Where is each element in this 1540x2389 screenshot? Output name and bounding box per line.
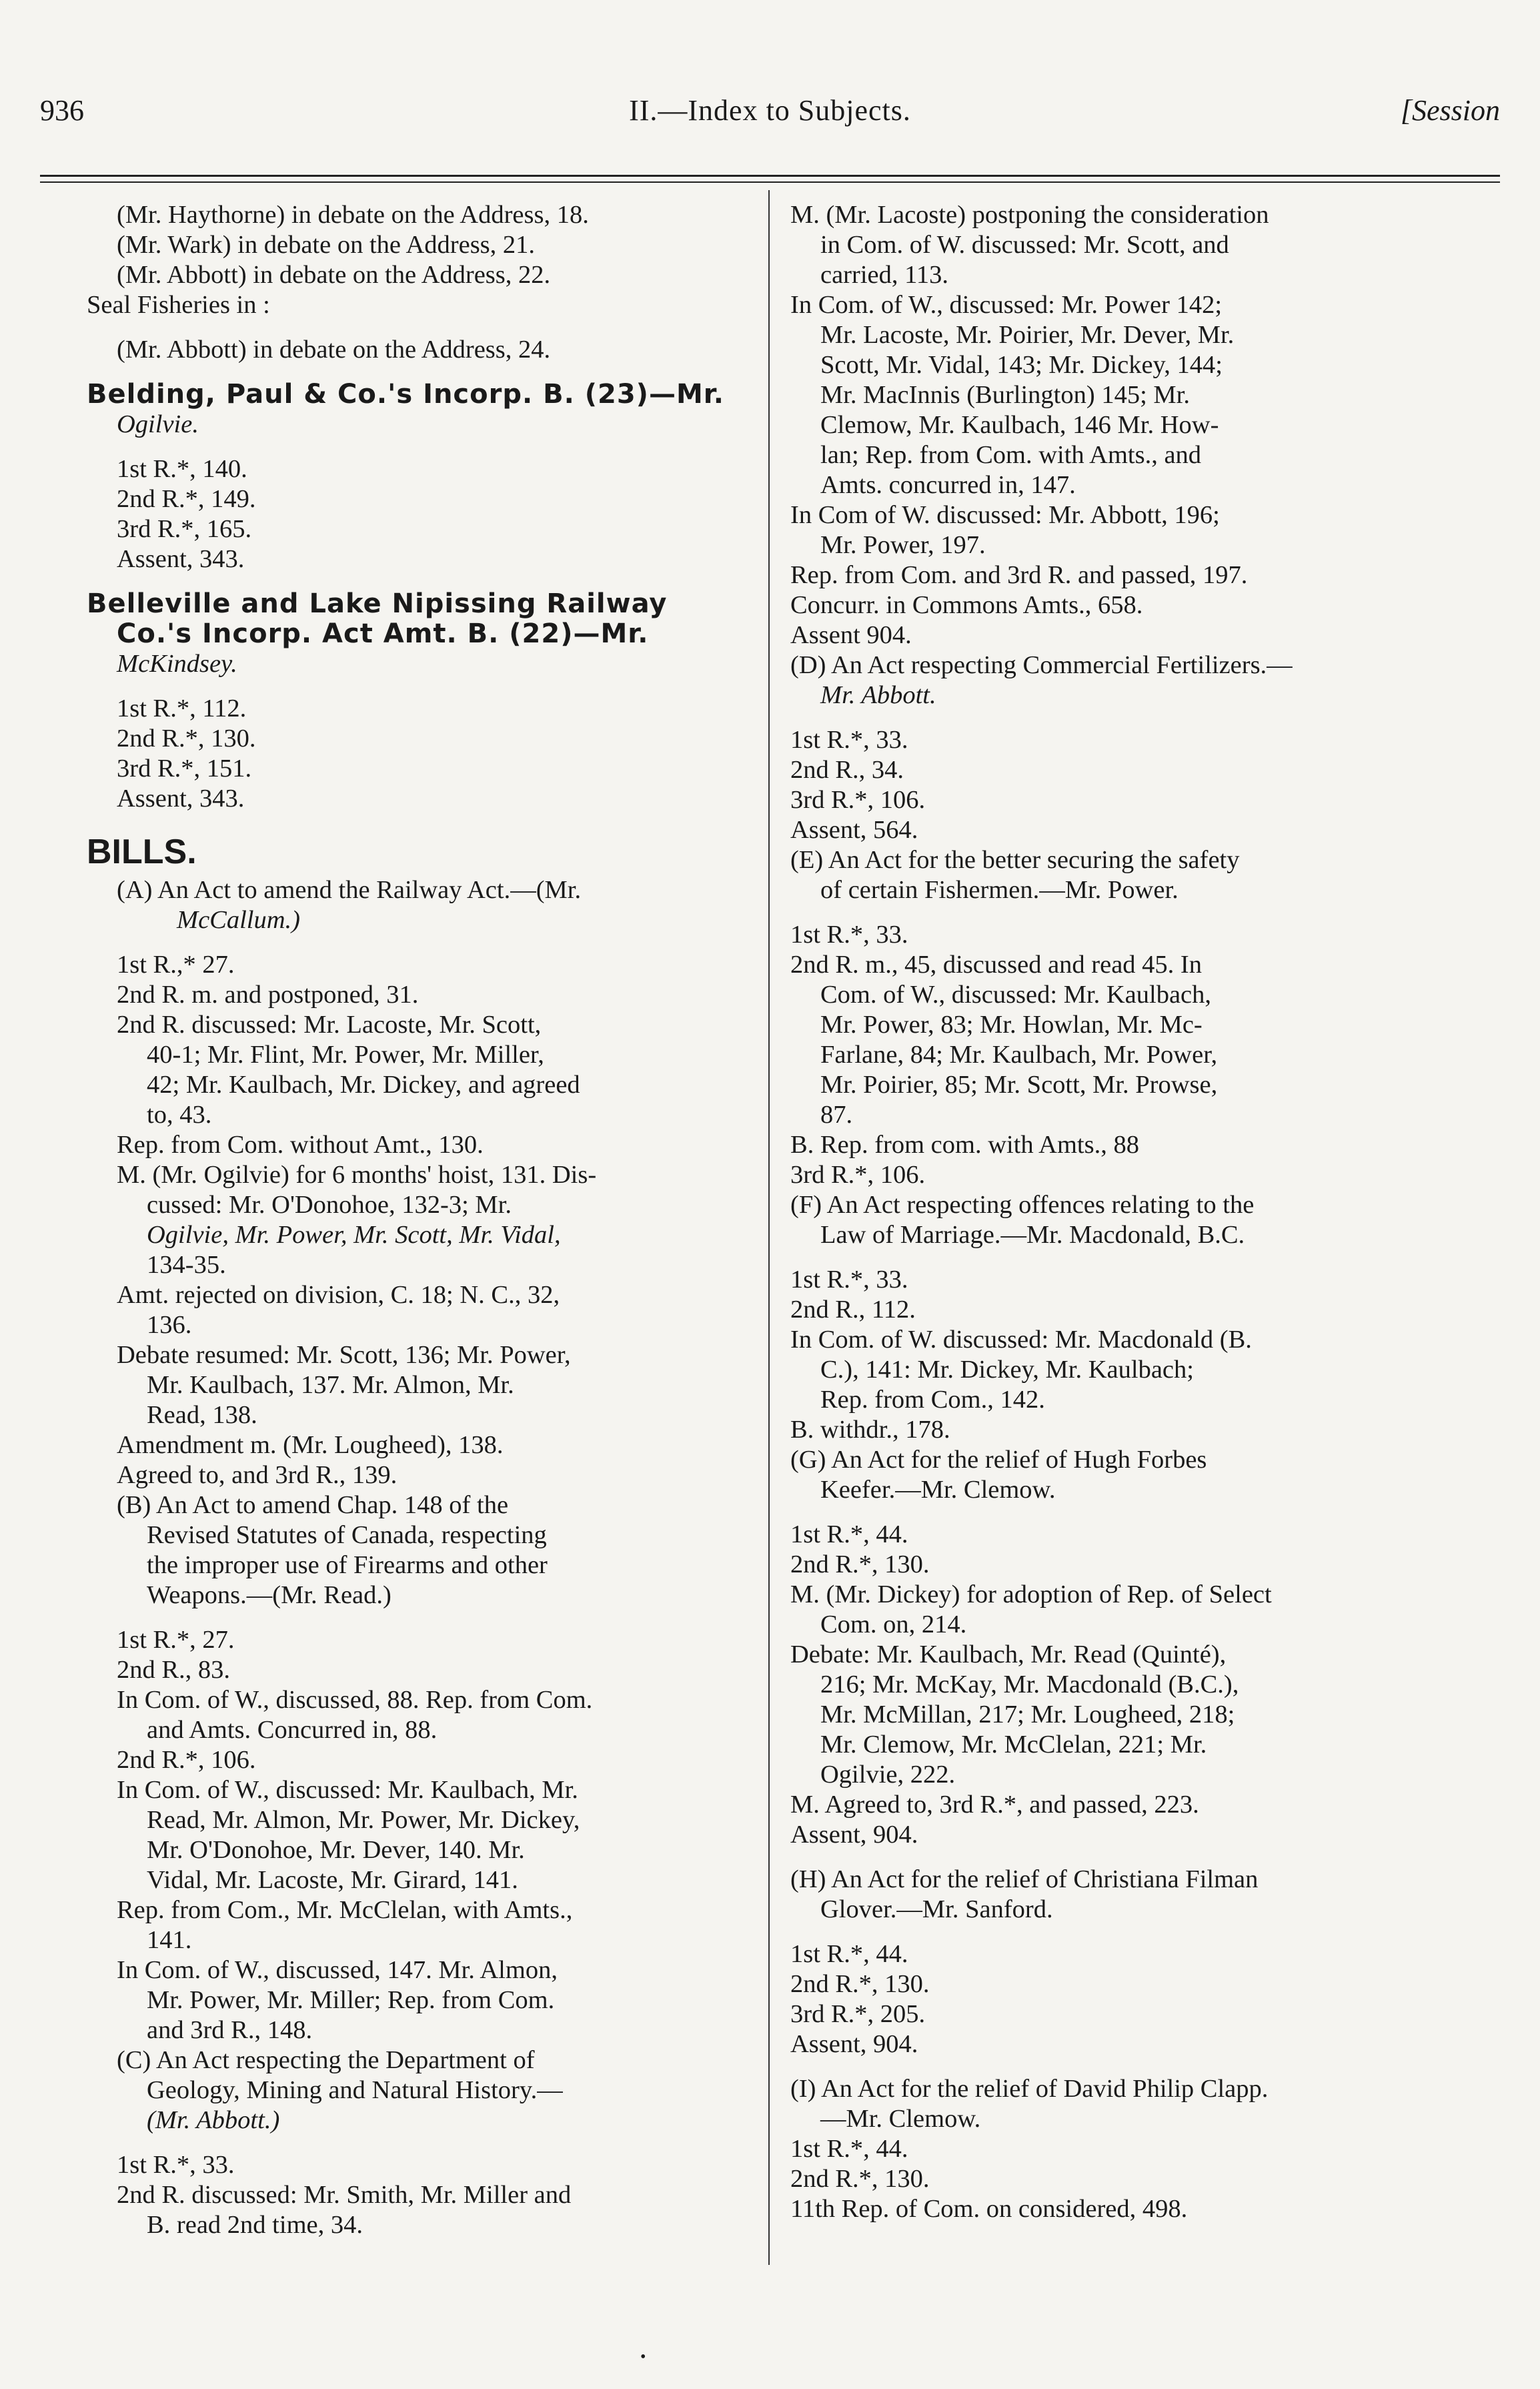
spacer (87, 935, 774, 950)
index-line: 2nd R., 83. (117, 1656, 231, 1684)
index-line: 2nd R.*, 130. (790, 2165, 930, 2193)
index-line: 40-1; Mr. Flint, Mr. Power, Mr. Miller, (147, 1041, 544, 1069)
index-line: 2nd R.*, 130. (790, 1970, 930, 1998)
index-line: (Mr. Abbott) in debate on the Address, 24. (117, 336, 551, 364)
index-line: Glover.—Mr. Sanford. (820, 1895, 1053, 1923)
index-line: Amts. concurred in, 147. (820, 471, 1076, 499)
index-line: 2nd R., 34. (790, 756, 904, 784)
index-line: Debate resumed: Mr. Scott, 136; Mr. Power, (117, 1341, 571, 1369)
index-line: M. Agreed to, 3rd R.*, and passed, 223. (790, 1791, 1199, 1819)
index-line: (Mr. Wark) in debate on the Address, 21. (117, 231, 536, 259)
index-line: 2nd R.*, 106. (117, 1746, 256, 1774)
index-line: 1st R.*, 27. (117, 1626, 235, 1654)
spacer (87, 2135, 774, 2150)
index-line: (D) An Act respecting Commercial Fertilizers.— (790, 651, 1293, 679)
index-line: In Com. of W., discussed, 147. Mr. Almon, (117, 1956, 558, 1984)
index-line: Rep. from Com., Mr. McClelan, with Amts., (117, 1896, 573, 1924)
index-line: 1st R.*, 33. (117, 2151, 235, 2179)
spacer (87, 365, 774, 380)
spacer (790, 1925, 1457, 1939)
index-line: 136. (147, 1311, 192, 1339)
index-line: C.), 141: Mr. Dickey, Mr. Kaulbach; (820, 1356, 1194, 1384)
index-line: 11th Rep. of Com. on considered, 498. (790, 2195, 1188, 2223)
spacer (790, 1850, 1457, 1865)
entry-title: Belding, Paul & Co.'s Incorp. B. (23)—Mr. (87, 379, 724, 410)
index-line: to, 43. (147, 1101, 212, 1129)
spacer (790, 1505, 1457, 1520)
footer-mark: • (640, 2348, 646, 2366)
index-line: —Mr. Clemow. (820, 2105, 981, 2133)
index-line: 2nd R. m., 45, discussed and read 45. In (790, 951, 1202, 979)
index-line: 2nd R., 112. (790, 1296, 916, 1324)
index-line: Agreed to, and 3rd R., 139. (117, 1461, 398, 1489)
index-line: In Com. of W., discussed, 88. Rep. from Com. (117, 1686, 593, 1714)
index-line: 1st R.,* 27. (117, 951, 235, 979)
index-line: 1st R.*, 33. (790, 1266, 908, 1294)
spacer (87, 814, 774, 829)
left-column (87, 200, 774, 2240)
index-line: McKindsey. (117, 650, 237, 678)
page-number: 936 (40, 94, 84, 127)
index-line: Ogilvie, 222. (820, 1761, 956, 1789)
index-line: (G) An Act for the relief of Hugh Forbes (790, 1446, 1207, 1474)
index-line: Mr. Kaulbach, 137. Mr. Almon, Mr. (147, 1371, 514, 1399)
index-line: 1st R.*, 33. (790, 726, 908, 754)
spacer (87, 320, 774, 335)
spacer (87, 679, 774, 694)
index-line: and Amts. Concurred in, 88. (147, 1716, 438, 1744)
index-line: 1st R.*, 112. (117, 694, 247, 723)
index-line: Geology, Mining and Natural History.— (147, 2076, 563, 2104)
index-line: Read, 138. (147, 1401, 257, 1429)
index-line: Law of Marriage.—Mr. Macdonald, B.C. (820, 1221, 1245, 1249)
index-line: Farlane, 84; Mr. Kaulbach, Mr. Power, (820, 1041, 1218, 1069)
index-line: 1st R.*, 44. (790, 2135, 908, 2163)
index-line: In Com of W. discussed: Mr. Abbott, 196; (790, 501, 1220, 529)
running-title: II.—Index to Subjects. (629, 94, 911, 127)
index-line: 1st R.*, 44. (790, 1940, 908, 1968)
index-line: B. withdr., 178. (790, 1416, 950, 1444)
index-line: Amt. rejected on division, C. 18; N. C., 32, (117, 1281, 560, 1309)
index-line: Assent, 904. (790, 2030, 918, 2058)
index-line: M. (Mr. Lacoste) postponing the consideration (790, 201, 1269, 229)
index-line: 3rd R.*, 106. (790, 1161, 926, 1189)
index-line: Mr. Power, Mr. Miller; Rep. from Com. (147, 1986, 555, 2014)
index-line: (C) An Act respecting the Department of (117, 2046, 535, 2074)
index-line: (B) An Act to amend Chap. 148 of the (117, 1491, 509, 1519)
index-line: 3rd R.*, 151. (117, 755, 252, 783)
index-line: Seal Fisheries in : (87, 291, 270, 319)
index-line: B. read 2nd time, 34. (147, 2211, 363, 2239)
index-line: Debate: Mr. Kaulbach, Mr. Read (Quinté), (790, 1640, 1227, 1668)
index-line: in Com. of W. discussed: Mr. Scott, and (820, 231, 1229, 259)
entry-title: Belleville and Lake Nipissing Railway (87, 588, 668, 619)
index-line: 3rd R.*, 165. (117, 515, 252, 543)
index-line: 3rd R.*, 106. (790, 786, 926, 814)
index-line: Assent, 343. (117, 785, 245, 813)
index-line: 134-35. (147, 1251, 226, 1279)
index-line: Ogilvie, Mr. Power, Mr. Scott, Mr. Vidal, (147, 1221, 561, 1249)
index-line: Keefer.—Mr. Clemow. (820, 1476, 1056, 1504)
index-line: 1st R.*, 33. (790, 921, 908, 949)
index-line: 2nd R.*, 130. (117, 725, 256, 753)
index-line: lan; Rep. from Com. with Amts., and (820, 441, 1202, 469)
index-line: Assent, 343. (117, 545, 245, 573)
index-line: carried, 113. (820, 261, 949, 289)
index-line: M. (Mr. Ogilvie) for 6 months' hoist, 131. Dis- (117, 1161, 597, 1189)
section-heading: BILLS. (87, 833, 197, 871)
index-line: 2nd R.*, 130. (790, 1550, 930, 1578)
index-line: McCallum.) (177, 906, 300, 934)
index-line: (Mr. Abbott.) (147, 2106, 280, 2134)
index-line: Rep. from Com. and 3rd R. and passed, 197. (790, 561, 1248, 589)
index-line: In Com. of W. discussed: Mr. Macdonald (B. (790, 1326, 1252, 1354)
spacer (790, 905, 1457, 920)
spacer (87, 1610, 774, 1625)
index-line: 2nd R. m. and postponed, 31. (117, 981, 419, 1009)
index-line: (H) An Act for the relief of Christiana Filman (790, 1865, 1259, 1893)
index-line: Assent 904. (790, 621, 912, 649)
index-line: 1st R.*, 140. (117, 455, 247, 483)
page-header (40, 93, 1500, 147)
index-line: 87. (820, 1101, 853, 1129)
index-line: Mr. Power, 83; Mr. Howlan, Mr. Mc- (820, 1011, 1203, 1039)
spacer (87, 440, 774, 454)
index-line: Com. on, 214. (820, 1610, 967, 1638)
index-line: (F) An Act respecting offences relating to the (790, 1191, 1255, 1219)
index-line: Read, Mr. Almon, Mr. Power, Mr. Dickey, (147, 1806, 580, 1834)
index-line: Revised Statutes of Canada, respecting (147, 1521, 547, 1549)
index-line: Mr. Abbott. (820, 681, 936, 709)
index-line: In Com. of W., discussed: Mr. Kaulbach, Mr. (117, 1776, 578, 1804)
index-line: Weapons.—(Mr. Read.) (147, 1581, 392, 1609)
index-line: Rep. from Com., 142. (820, 1386, 1045, 1414)
index-line: Amendment m. (Mr. Lougheed), 138. (117, 1431, 504, 1459)
index-line: Mr. Clemow, Mr. McClelan, 221; Mr. (820, 1731, 1207, 1759)
index-line: Mr. Lacoste, Mr. Poirier, Mr. Dever, Mr. (820, 321, 1235, 349)
index-line: Rep. from Com. without Amt., 130. (117, 1131, 484, 1159)
right-column (790, 200, 1457, 2224)
index-line: (A) An Act to amend the Railway Act.—(Mr. (117, 876, 582, 904)
index-line: (I) An Act for the relief of David Philip Clapp. (790, 2075, 1269, 2103)
index-line: Mr. O'Donohoe, Mr. Dever, 140. Mr. (147, 1836, 525, 1864)
index-line: (E) An Act for the better securing the safety (790, 846, 1240, 874)
index-line: Mr. McMillan, 217; Mr. Lougheed, 218; (820, 1701, 1235, 1729)
index-line: 216; Mr. McKay, Mr. Macdonald (B.C.), (820, 1670, 1239, 1699)
header-rule-bottom (40, 181, 1500, 183)
index-line: the improper use of Firearms and other (147, 1551, 548, 1579)
index-line: of certain Fishermen.—Mr. Power. (820, 876, 1179, 904)
entry-title: Co.'s Incorp. Act Amt. B. (22)—Mr. (117, 618, 649, 649)
spacer (790, 2059, 1457, 2074)
index-line: Ogilvie. (117, 410, 199, 438)
index-line: (Mr. Abbott) in debate on the Address, 22. (117, 261, 551, 289)
index-line: Mr. MacInnis (Burlington) 145; Mr. (820, 381, 1190, 409)
index-line: Assent, 564. (790, 816, 918, 844)
index-line: Concurr. in Commons Amts., 658. (790, 591, 1143, 619)
index-line: (Mr. Haythorne) in debate on the Address, 18. (117, 201, 589, 229)
spacer (790, 1250, 1457, 1265)
index-line: Mr. Power, 197. (820, 531, 986, 559)
index-line: 141. (147, 1926, 192, 1954)
index-line: 1st R.*, 44. (790, 1520, 908, 1548)
spacer (87, 574, 774, 589)
index-line: M. (Mr. Dickey) for adoption of Rep. of Select (790, 1580, 1272, 1608)
index-line: In Com. of W., discussed: Mr. Power 142; (790, 291, 1223, 319)
session-label: [Session (1400, 94, 1500, 127)
header-rule-top (40, 175, 1500, 177)
index-line: Scott, Mr. Vidal, 143; Mr. Dickey, 144; (820, 351, 1223, 379)
index-line: Vidal, Mr. Lacoste, Mr. Girard, 141. (147, 1866, 518, 1894)
index-line: Com. of W., discussed: Mr. Kaulbach, (820, 981, 1212, 1009)
index-line: 42; Mr. Kaulbach, Mr. Dickey, and agreed (147, 1071, 580, 1099)
index-line: Assent, 904. (790, 1821, 918, 1849)
index-line: Mr. Poirier, 85; Mr. Scott, Mr. Prowse, (820, 1071, 1218, 1099)
index-line: 3rd R.*, 205. (790, 2000, 926, 2028)
index-line: B. Rep. from com. with Amts., 88 (790, 1131, 1139, 1159)
index-line: and 3rd R., 148. (147, 2016, 313, 2044)
index-line: 2nd R.*, 149. (117, 485, 256, 513)
index-line: 2nd R. discussed: Mr. Lacoste, Mr. Scott, (117, 1011, 542, 1039)
index-line: cussed: Mr. O'Donohoe, 132-3; Mr. (147, 1191, 512, 1219)
spacer (790, 710, 1457, 725)
index-line: 2nd R. discussed: Mr. Smith, Mr. Miller and (117, 2181, 572, 2209)
index-line: Clemow, Mr. Kaulbach, 146 Mr. How- (820, 411, 1219, 439)
